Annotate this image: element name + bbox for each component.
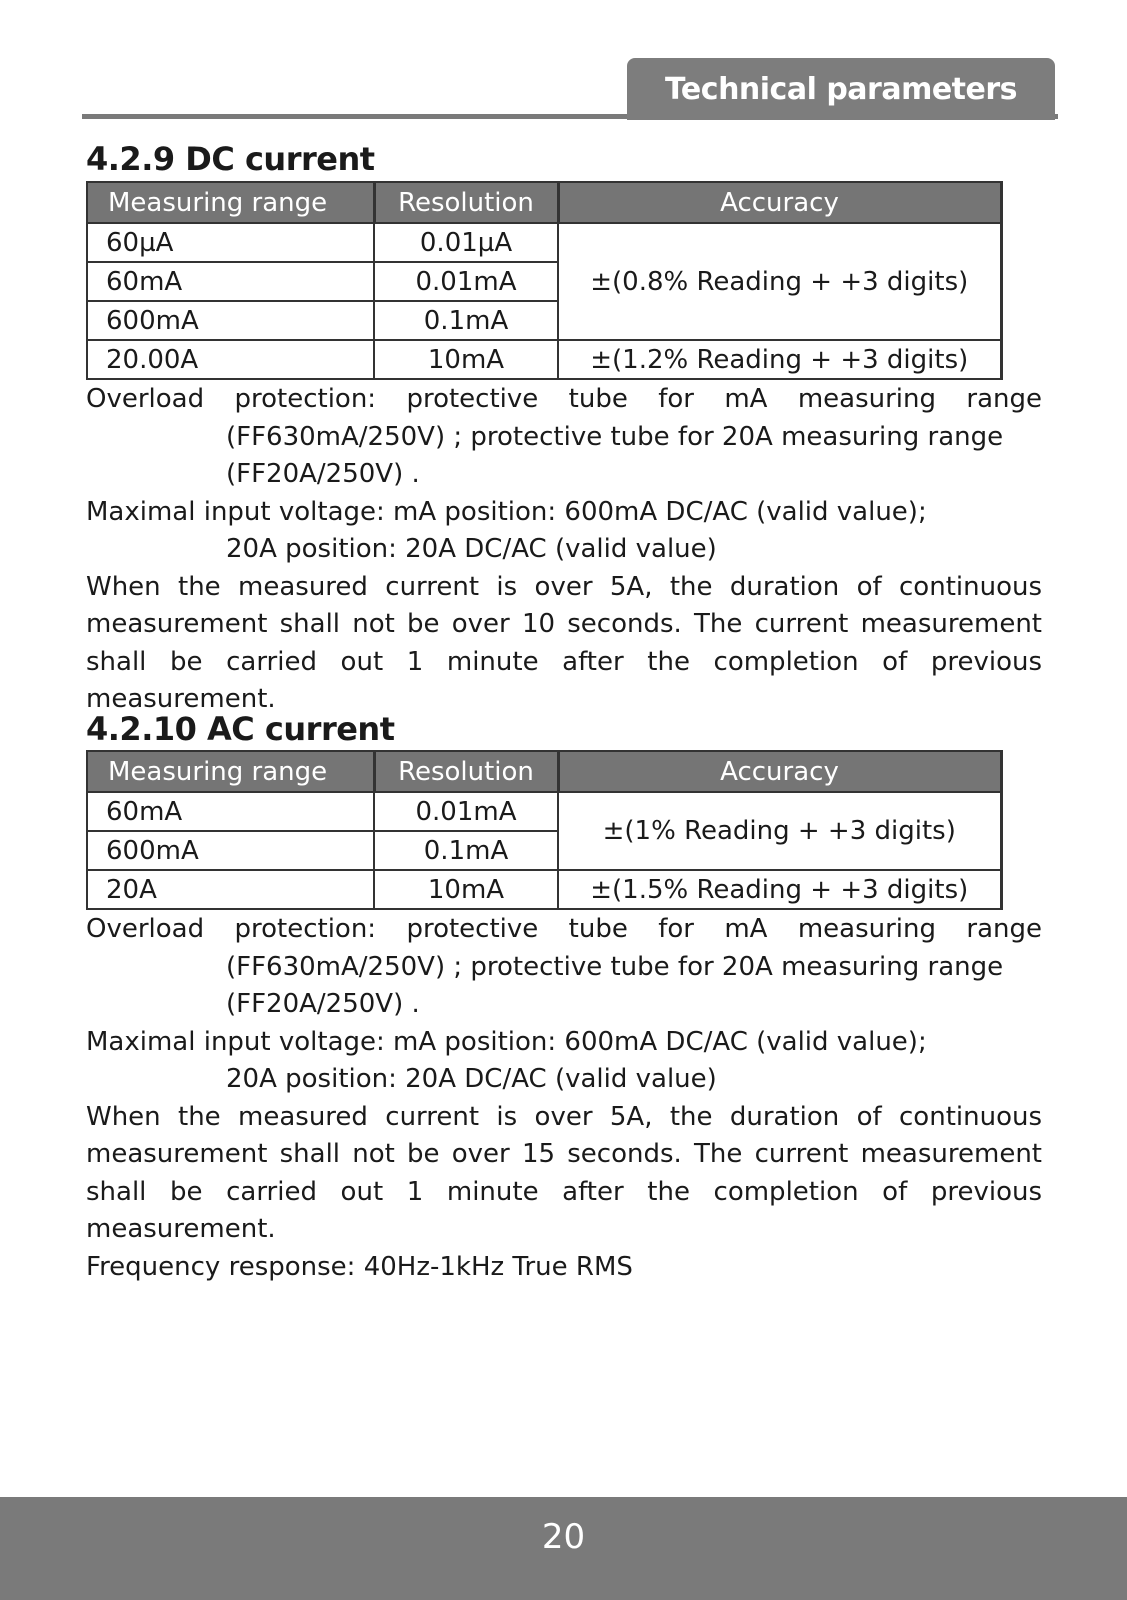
- max-input-text: 20A position: 20A DC/AC (valid value): [226, 1064, 717, 1094]
- ac-notes: [86, 911, 1042, 1286]
- ac-current-table: [86, 750, 1003, 910]
- duration-note: measurement shall not be over 15 seconds. The current measurement: [86, 1139, 1042, 1169]
- ac-current-title: 4.2.10 AC current: [86, 710, 395, 748]
- duration-note: measurement.: [86, 684, 276, 714]
- frequency-response-text: Frequency response: 40Hz-1kHz True RMS: [86, 1251, 633, 1282]
- table-header-row: [87, 751, 1001, 792]
- overload-text: (FF630mA/250V) ; protective tube for 20A measuring range: [226, 421, 1004, 452]
- resolution-cell: 10mA: [374, 340, 558, 379]
- column-header-resolution: Resolution: [374, 751, 558, 792]
- column-header-accuracy: Accuracy: [558, 182, 1001, 223]
- resolution-cell: 0.01mA: [374, 262, 558, 301]
- duration-note: shall be carried out 1 minute after the completion of previous: [86, 1176, 1042, 1207]
- max-input-text: Maximal input voltage: mA position: 600mA DC/AC (valid value);: [86, 1026, 927, 1057]
- table-row: [87, 340, 1001, 379]
- range-cell: 600mA: [87, 301, 374, 340]
- range-cell: 60mA: [87, 792, 374, 831]
- range-cell: 20.00A: [87, 340, 374, 379]
- table-row: [87, 870, 1001, 909]
- column-header-resolution: Resolution: [374, 182, 558, 223]
- table-header-row: [87, 182, 1001, 223]
- table-row: [87, 223, 1001, 262]
- resolution-cell: 0.1mA: [374, 831, 558, 870]
- accuracy-cell: ±(1.5% Reading + +3 digits): [558, 870, 1001, 909]
- overload-text: (FF20A/250V) .: [226, 459, 420, 489]
- column-header-range: Measuring range: [87, 751, 374, 792]
- table-row: [87, 792, 1001, 831]
- dc-current-table: [86, 181, 1003, 380]
- dc-current-title: 4.2.9 DC current: [86, 140, 375, 178]
- duration-note: measurement.: [86, 1214, 276, 1244]
- duration-note: shall be carried out 1 minute after the completion of previous: [86, 646, 1042, 677]
- overload-text: Overload protection: protective tube for mA measuring range: [86, 914, 1042, 944]
- duration-note: When the measured current is over 5A, the duration of continuous: [86, 1101, 1042, 1132]
- range-cell: 60mA: [87, 262, 374, 301]
- page-number: 20: [541, 1517, 586, 1557]
- resolution-cell: 0.01µA: [374, 223, 558, 262]
- resolution-cell: 10mA: [374, 870, 558, 909]
- section-header-tab: Technical parameters: [627, 58, 1055, 120]
- column-header-accuracy: Accuracy: [558, 751, 1001, 792]
- range-cell: 60µA: [87, 223, 374, 262]
- overload-text: (FF630mA/250V) ; protective tube for 20A measuring range: [226, 951, 1004, 982]
- range-cell: 600mA: [87, 831, 374, 870]
- resolution-cell: 0.1mA: [374, 301, 558, 340]
- max-input-text: Maximal input voltage: mA position: 600mA DC/AC (valid value);: [86, 496, 927, 527]
- column-header-range: Measuring range: [87, 182, 374, 223]
- overload-text: (FF20A/250V) .: [226, 989, 420, 1019]
- range-cell: 20A: [87, 870, 374, 909]
- accuracy-cell: ±(0.8% Reading + +3 digits): [558, 223, 1001, 340]
- duration-note: measurement shall not be over 10 seconds. The current measurement: [86, 609, 1042, 639]
- accuracy-cell: ±(1% Reading + +3 digits): [558, 792, 1001, 870]
- resolution-cell: 0.01mA: [374, 792, 558, 831]
- max-input-text: 20A position: 20A DC/AC (valid value): [226, 534, 717, 564]
- overload-text: Overload protection: protective tube for mA measuring range: [86, 384, 1042, 414]
- dc-notes: [86, 381, 1042, 719]
- accuracy-cell: ±(1.2% Reading + +3 digits): [558, 340, 1001, 379]
- duration-note: When the measured current is over 5A, the duration of continuous: [86, 571, 1042, 602]
